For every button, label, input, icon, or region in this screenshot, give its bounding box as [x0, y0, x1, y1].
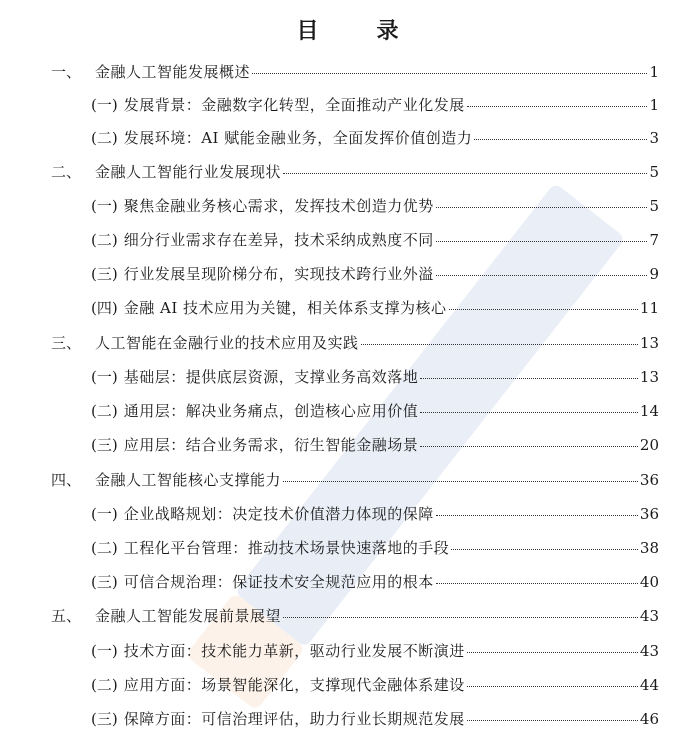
toc-entry-title: 细分行业需求存在差异，技术采纳成熟度不同 [123, 231, 434, 249]
toc-page-number: 44 [639, 676, 659, 694]
toc-section-entry[interactable] [91, 504, 659, 524]
toc-entry-number: (二) [91, 129, 118, 147]
toc-dot-leader [252, 73, 647, 74]
toc-dot-leader [283, 173, 647, 174]
toc-section-entry[interactable] [91, 95, 659, 115]
toc-chapter-entry[interactable] [51, 470, 659, 490]
toc-dot-leader [436, 583, 638, 584]
toc-chapter-entry[interactable] [51, 162, 659, 182]
toc-page-number: 3 [649, 129, 659, 147]
toc-entry-number: (二) [91, 539, 118, 557]
toc-page-number: 5 [649, 163, 659, 181]
toc-entry-title: 发展背景：金融数字化转型，全面推动产业化发展 [123, 96, 465, 114]
toc-entry-title: 保障方面：可信治理评估，助力行业长期规范发展 [123, 710, 465, 728]
toc-dot-leader [467, 686, 638, 687]
toc-entry-number: 三、 [51, 334, 82, 352]
toc-dot-leader [467, 106, 647, 107]
toc-dot-leader [467, 652, 638, 653]
toc-page-number: 9 [649, 265, 659, 283]
toc-dot-leader [449, 309, 638, 310]
toc-dot-leader [436, 207, 647, 208]
toc-entry-number: (三) [91, 436, 118, 454]
toc-page-number: 36 [639, 505, 659, 523]
toc-page-number: 36 [639, 471, 659, 489]
toc-section-entry[interactable] [91, 572, 659, 592]
toc-entry-title: 金融人工智能行业发展现状 [95, 163, 282, 181]
toc-page-number: 43 [639, 642, 659, 660]
toc-section-entry[interactable] [91, 367, 659, 387]
toc-section-entry[interactable] [91, 230, 659, 250]
toc-entry-title: 企业战略规划：决定技术价值潜力体现的保障 [123, 505, 434, 523]
toc-dot-leader [283, 481, 638, 482]
toc-entry-number: (三) [91, 265, 118, 283]
toc-entry-number: (三) [91, 573, 118, 591]
toc-entry-number: (一) [91, 505, 118, 523]
toc-entry-title: 可信合规治理：保证技术安全规范应用的根本 [123, 573, 434, 591]
toc-page-number: 11 [639, 299, 659, 317]
toc-dot-leader [420, 446, 638, 447]
toc-section-entry[interactable] [91, 298, 659, 318]
toc-entry-title: 行业发展呈现阶梯分布，实现技术跨行业外溢 [123, 265, 434, 283]
toc-entry-number: (一) [91, 197, 118, 215]
toc-entry-number: (四) [91, 299, 118, 317]
toc-entry-title: 发展环境：AI 赋能金融业务，全面发挥价值创造力 [123, 129, 473, 147]
toc-entry-number: 一、 [51, 63, 82, 81]
toc-entry-title: 应用层：结合业务需求，衍生智能金融场景 [123, 436, 419, 454]
toc-page-number: 20 [639, 436, 659, 454]
toc-entry-number: (二) [91, 231, 118, 249]
toc-section-entry[interactable] [91, 435, 659, 455]
toc-section-entry[interactable] [91, 675, 659, 695]
toc-entry-title: 金融 AI 技术应用为关键，相关体系支撑为核心 [123, 299, 447, 317]
toc-entry-number: (一) [91, 96, 118, 114]
toc-entry-title: 人工智能在金融行业的技术应用及实践 [95, 334, 359, 352]
toc-page-number: 13 [639, 368, 659, 386]
toc-entry-number: (一) [91, 368, 118, 386]
toc-entry-title: 通用层：解决业务痛点，创造核心应用价值 [123, 402, 419, 420]
toc-page-number: 38 [639, 539, 659, 557]
toc-chapter-entry[interactable] [51, 62, 659, 82]
toc-dot-leader [436, 275, 647, 276]
toc-entry-title: 应用方面：场景智能深化，支撑现代金融体系建设 [123, 676, 465, 694]
toc-entry-number: 五、 [51, 607, 82, 625]
toc-entry-number: (二) [91, 402, 118, 420]
toc-page-number: 43 [639, 607, 659, 625]
toc-chapter-entry[interactable] [51, 333, 659, 353]
toc-section-entry[interactable] [91, 709, 659, 729]
toc-entry-title: 金融人工智能核心支撑能力 [95, 471, 282, 489]
toc-entry-number: 四、 [51, 471, 82, 489]
toc-dot-leader [361, 344, 638, 345]
toc-page-number: 14 [639, 402, 659, 420]
toc-section-entry[interactable] [91, 641, 659, 661]
toc-section-entry[interactable] [91, 196, 659, 216]
toc-entry-number: (一) [91, 642, 118, 660]
toc-entry-title: 金融人工智能发展概述 [95, 63, 251, 81]
toc-entry-title: 聚焦金融业务核心需求，发挥技术创造力优势 [123, 197, 434, 215]
toc-entry-title: 基础层：提供底层资源，支撑业务高效落地 [123, 368, 419, 386]
toc-entry-number: (三) [91, 710, 118, 728]
toc-page-number: 1 [649, 63, 659, 81]
toc-section-entry[interactable] [91, 401, 659, 421]
toc-entry-title: 金融人工智能发展前景展望 [95, 607, 282, 625]
toc-page-number: 7 [649, 231, 659, 249]
toc-dot-leader [420, 412, 638, 413]
toc-page-number: 1 [649, 96, 659, 114]
toc-entry-title: 工程化平台管理：推动技术场景快速落地的手段 [123, 539, 450, 557]
toc-page-number: 5 [649, 197, 659, 215]
toc-entry-number: (二) [91, 676, 118, 694]
toc-dot-leader [474, 139, 647, 140]
toc-section-entry[interactable] [91, 264, 659, 284]
toc-section-entry[interactable] [91, 128, 659, 148]
toc-page-number: 40 [639, 573, 659, 591]
toc-dot-leader [451, 549, 638, 550]
toc-entry-number: 二、 [51, 163, 82, 181]
toc-dot-leader [436, 515, 638, 516]
toc-page-number: 13 [639, 334, 659, 352]
toc-page-number: 46 [639, 710, 659, 728]
toc-entry-title: 技术方面：技术能力革新，驱动行业发展不断演进 [123, 642, 465, 660]
toc-dot-leader [436, 241, 647, 242]
page-title: 目 录 [296, 19, 417, 44]
toc-chapter-entry[interactable] [51, 606, 659, 626]
toc-section-entry[interactable] [91, 538, 659, 558]
toc-dot-leader [283, 617, 638, 618]
toc-dot-leader [467, 720, 638, 721]
toc-dot-leader [420, 378, 638, 379]
